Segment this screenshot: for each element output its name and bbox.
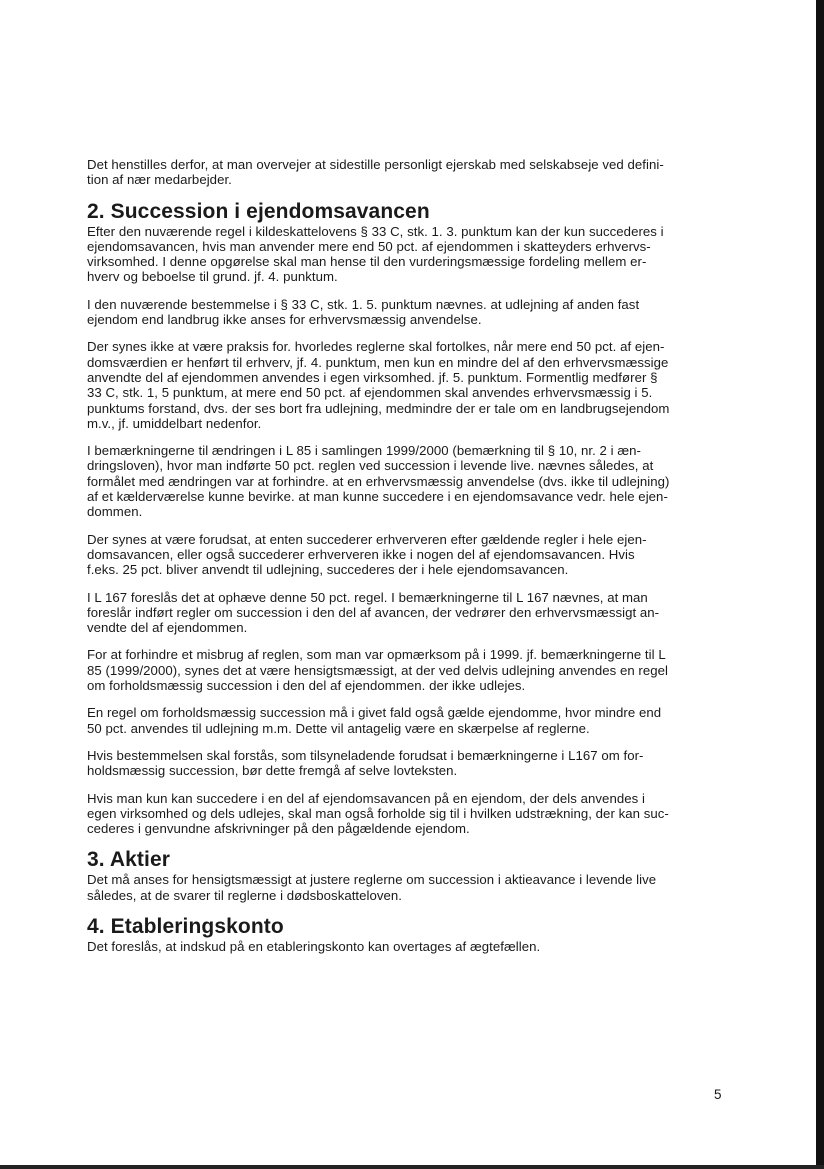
paragraph: Efter den nuværende regel i kildeskattelovens § 33 C, stk. 1. 3. punktum kan der kun succederes i ejendomsavancen, hvis man anvender mere end 50 pct. af ejendommen i skatteyders erhvervs- virksomhed. I denne opgørelse skal man hense til den vurderingsmæssige fordeling mellem er- hverv og beboelse til grund. jf. 4. punktum.	[87, 223, 664, 285]
paragraph: I den nuværende bestemmelse i § 33 C, stk. 1. 5. punktum nævnes. at udlejning af anden fast ejendom end landbrug ikke anses for erhvervsmæssig anvendelse.	[87, 296, 640, 328]
section-aktier	[87, 848, 727, 903]
section-etableringskonto	[87, 915, 727, 954]
scan-edge-right	[816, 0, 824, 1169]
paragraph: Der synes ikke at være praksis for. hvorledes reglerne skal fortolkes, når mere end 50 pct. af ejen- domsværdien er henført til erhverv, jf. 4. punktum, men kun en mindre del af den erhvervsmæssige anvendte del af ejendommen anvendes i egen virksomhed. jf. 5. punktum. Formentlig medfører § 33 C, stk. 1, 5 punktum, at mere end 50 pct. af ejendommen skal anvendes erhvervsmæssig i 5. punktums forstand, dvs. der ses bort fra udlejning, medmindre der er tale om en landbrugsejendom m.v., jf. umiddelbart nedenfor.	[87, 339, 670, 431]
paragraph: I L 167 foreslås det at ophæve denne 50 pct. regel. I bemærkningerne til L 167 nævnes, at man foreslår indført regler om succession i den del af avancen, der vedrører den erhvervsmæssigt an- vendte del af ejendommen.	[87, 589, 660, 636]
page-number: 5	[714, 1087, 722, 1102]
paragraph: Hvis man kun kan succedere i en del af ejendomsavancen på en ejendom, der dels anvendes i egen virksomhed og dels udlejes, skal man også forholde sig til i hvilken udstrækning, der kan suc- cederes i genvundne afskrivninger på den pågældende ejendom.	[87, 790, 669, 837]
section-heading: 4. Etableringskonto	[87, 914, 284, 938]
document-body	[87, 157, 727, 966]
paragraph: Det foreslås, at indskud på en etableringskonto kan overtages af ægtefællen.	[87, 938, 541, 954]
paragraph: Det må anses for hensigtsmæssigt at justere reglerne om succession i aktieavance i levende live således, at de svarer til reglerne i dødsboskatteloven.	[87, 872, 657, 903]
section-heading: 3. Aktier	[87, 848, 170, 872]
paragraph: En regel om forholdsmæssig succession må i givet fald også gælde ejendomme, hvor mindre end 50 pct. anvendes til udlejning m.m. Dette vil antagelig være en skærpelse af reglerne.	[87, 705, 662, 736]
paragraph: Hvis bestemmelsen skal forstås, som tilsyneladende forudsat i bemærkningerne i L167 om for- holdsmæssig succession, bør dette fremgå af selve lovteksten.	[87, 747, 644, 779]
section-succession	[87, 200, 727, 837]
scan-edge-bottom	[0, 1165, 824, 1169]
intro-paragraph: Det henstilles derfor, at man overvejer at sidestille personligt ejerskab med selskabseje ved defini- tion af nær medarbejder.	[87, 157, 664, 188]
section-heading: 2. Succession i ejendomsavancen	[87, 199, 430, 223]
paragraph: For at forhindre et misbrug af reglen, som man var opmærksom på i 1999. jf. bemærkningerne til L 85 (1999/2000), synes det at være hensigtsmæssigt, at der ved delvis udlejning anvendes en regel om forholdsmæssig succession i den del af ejendommen. der ikke udlejes.	[87, 647, 668, 694]
paragraph: I bemærkningerne til ændringen i L 85 i samlingen 1999/2000 (bemærkning til § 10, nr. 2 i æn- dringsloven), hvor man indførte 50 pct. reglen ved succession i levende live. nævnes således, at formålet med ændringen var at forhindre. at en erhvervsmæssig anvendelse (dvs. ikke til udlejning) af et kælderværelse kunne bevirke. at man kunne succedere i en ejendomsavance vedr. hele ejen- dommen.	[87, 443, 670, 520]
paragraph: Der synes at være forudsat, at enten succederer erhververen efter gældende regler i hele ejen- domsavancen, eller også succederer erhververen ikke i nogen del af ejendomsavancen. Hvis f.eks. 25 pct. bliver anvendt til udlejning, succederes der i hele ejendomsavancen.	[87, 531, 647, 578]
